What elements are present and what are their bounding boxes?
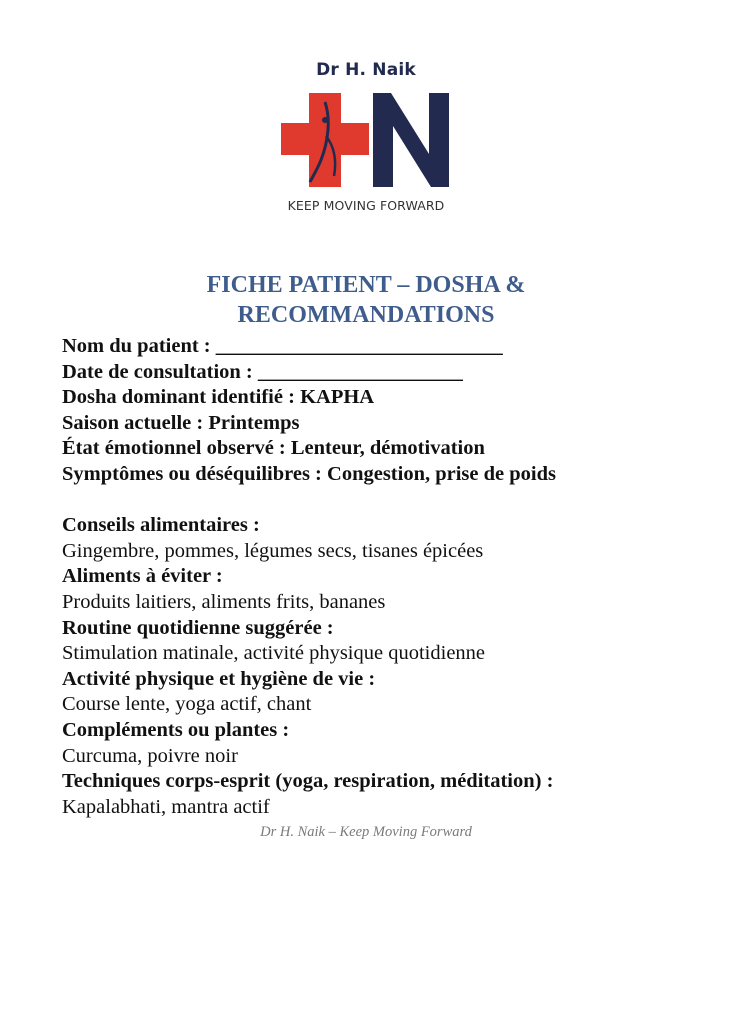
routine-text: Stimulation matinale, activité physique quotidienne (62, 642, 486, 665)
logo-letter-n (373, 93, 449, 187)
logo (0, 0, 732, 230)
patient-name-row (62, 334, 722, 360)
logo-mark (279, 90, 453, 190)
mind-body-heading: Techniques corps-esprit (yoga, respiration, méditation) : (62, 770, 554, 793)
season-label: Saison actuelle : (62, 411, 204, 434)
consultation-date-label: Date de consultation : (62, 360, 253, 383)
footer: Dr H. Naik – Keep Moving Forward (260, 824, 472, 840)
symptoms-row (62, 462, 722, 488)
document-title (0, 270, 732, 330)
avoid-text: Produits laitiers, aliments frits, bananes (62, 590, 386, 613)
section-spacer (62, 488, 722, 514)
patient-name-label: Nom du patient : (62, 335, 211, 357)
activity-heading: Activité physique et hygiène de vie : (62, 667, 376, 690)
season-value: Printemps (208, 411, 300, 434)
dosha-value: KAPHA (300, 386, 375, 409)
symptoms-value: Congestion, prise de poids (327, 462, 556, 485)
logo-name: Dr H. Naik (316, 60, 416, 80)
title-line-1: FICHE PATIENT – DOSHA & (206, 272, 526, 298)
patient-name-blank: ____________________________ (215, 335, 503, 357)
patient-form (62, 334, 722, 820)
consultation-date-blank: ____________________ (257, 360, 463, 383)
emotional-state-label: État émotionnel observé : (62, 437, 286, 460)
mind-body-text: Kapalabhati, mantra actif (62, 795, 270, 818)
dosha-row (62, 385, 722, 411)
emotional-state-row (62, 436, 722, 462)
avoid-heading: Aliments à éviter : (62, 565, 223, 588)
diet-heading: Conseils alimentaires : (62, 514, 260, 537)
activity-text: Course lente, yoga actif, chant (62, 693, 312, 716)
diet-text: Gingembre, pommes, légumes secs, tisanes épicées (62, 539, 484, 562)
consultation-date-row (62, 360, 722, 386)
emotional-state-value: Lenteur, démotivation (290, 437, 485, 460)
symptoms-label: Symptômes ou déséquilibres : (62, 462, 322, 485)
supplements-text: Curcuma, poivre noir (62, 744, 238, 767)
logo-tagline: KEEP MOVING FORWARD (287, 198, 445, 213)
season-row (62, 411, 722, 437)
dosha-label: Dosha dominant identifié : (62, 386, 295, 409)
supplements-heading: Compléments ou plantes : (62, 718, 290, 741)
title-line-2: RECOMMANDATIONS (237, 302, 495, 328)
routine-heading: Routine quotidienne suggérée : (62, 616, 334, 639)
